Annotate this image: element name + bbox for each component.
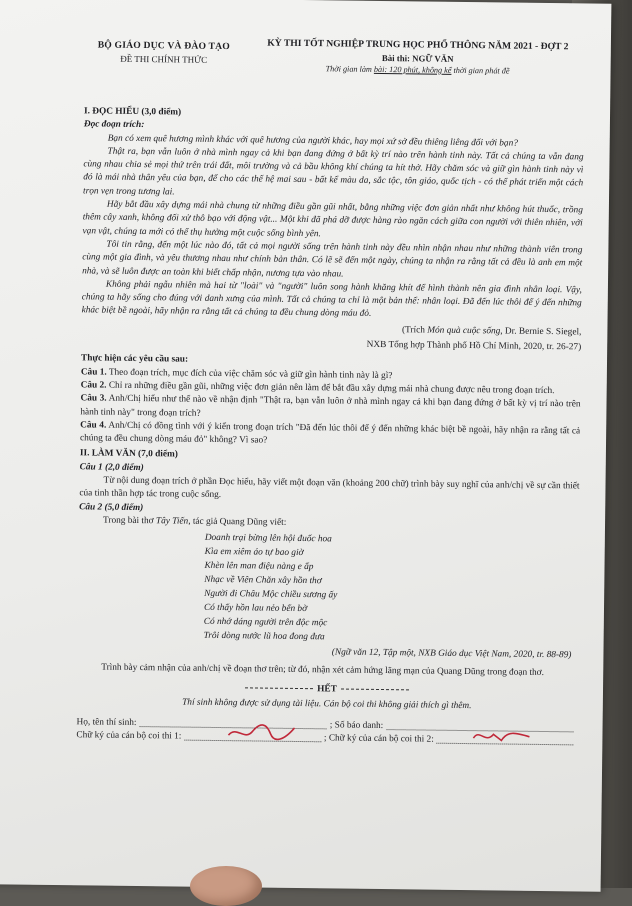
poem-line: Kìa em xiêm áo tự bao giờ [204,547,304,559]
header-right [253,37,583,76]
essay-q2-label: Câu 2 (5,0 điểm) [79,501,144,513]
essay-q2-intro: Trong bài thơ Tây Tiến, tác giả Quang Dũng viết: [102,515,287,528]
exam-header [84,39,585,109]
thumb-bottom [190,866,262,906]
read-label: Đọc đoạn trích: [83,119,145,131]
poem-line: Trôi dòng nước lũ hoa đong đưa [203,631,325,643]
subject-label: Bài thi: NGỮ VĂN [381,52,454,64]
exam-body [76,105,584,748]
poem-line: Có nhớ dáng người trên độc mộc [203,617,328,629]
question-1: Câu 1. Theo đoạn trích, mục đích của việc chăm sóc và giữ gìn hành tinh này là gì? [80,366,393,381]
exam-note: Thí sinh không được sử dụng tài liệu. Cán bộ coi thi không giải thích gì thêm. [182,697,472,712]
poem-excerpt [204,531,579,648]
passage-source: (Trích Món quà cuộc sống, Dr. Bernie S. Siegel, [401,324,582,338]
end-marker: HẾT [77,680,577,699]
poem-line: Có thấy hồn lau nẻo bến bờ [203,603,308,615]
official-label: ĐỀ THI CHÍNH THỨC [120,53,208,65]
time-label: Thời gian làm bài: 120 phút, không kể thời gian phát đề [325,64,510,76]
sig2-label: ; Chữ ký của cán bộ coi thi 2: [323,733,434,746]
question-2: Câu 2. Chỉ ra những điều gần gũi, những việc đơn giản nên làm để bắt đầu xây dựng mái nhà chung được nêu trong đoạn trích. [80,380,555,397]
part1-heading: I. ĐỌC HIỂU (3,0 điểm) [83,106,182,118]
tasks-label: Thực hiện các yêu cầu sau: [80,353,189,365]
signature-2-scribble [471,727,531,748]
poem-line: Doanh trại bừng lên hội đuốc hoa [204,533,332,545]
name-label: Họ, tên thí sinh: [76,717,137,729]
poem-line: Khèn lên man điệu nàng e ấp [204,561,314,573]
exam-title: KỲ THI TỐT NGHIỆP TRUNG HỌC PHỔ THÔNG NĂM 2021 - ĐỢT 2 [267,37,569,53]
sbd-label: ; Số báo danh: [329,720,384,732]
part2-heading: II. LÀM VĂN (7,0 điểm) [79,448,178,460]
poem-line: Nhạc về Viên Chăn xây hồn thơ [204,575,322,587]
exam-content [76,39,585,748]
passage-paragraph: Tôi tin rằng, đến một lúc nào đó, tất cả mọi người sống trên hành tinh này đều nhìn nhận nhau như những thành viên trong cùng một gia đình, và yêu thương nhau như chính bản thân. Có lẽ sẽ đến một ngày, chúng ta nhận ra rằng tất cả đều là anh em một nhà, và sẽ luôn được an toàn khi biết chấp nhận, nương tựa vào nhau. [82,239,583,280]
passage-paragraph: Không phải ngẫu nhiên mà hai từ "loài" và "người" luôn song hành khăng khít để hình thành nên gia đình nhân loại. Vậy, chúng ta hãy sống cho đúng với danh xưng của mình. Tất cả chúng ta chỉ là một bản thể: nhân loại. Đã đến lúc thôi để ý đến những khác biệt bề ngoài, hãy nhận ra rằng tất cả chúng ta đều chung dòng máu đỏ. [81,279,582,320]
candidate-form [76,717,576,749]
signature-row [76,730,576,749]
essay-q1-text: Từ nội dung đoạn trích ở phần Đọc hiểu, hãy viết một đoạn văn (khoảng 200 chữ) trình bày suy nghĩ của anh/chị về sự cần thiết của tinh thần hợp tác trong cuộc sống. [79,475,580,501]
passage-source-publisher: NXB Tổng hợp Thành phố Hồ Chí Minh, 2020, tr. 26-27) [366,339,582,353]
ministry-name: BỘ GIÁO DỤC VÀ ĐÀO TẠO [97,39,231,53]
passage-paragraph: Bạn có xem quê hương mình khác với quê hương của người khác, hay mọi xứ sở đều thiêng liêng đối với bạn? [107,133,518,149]
poem-line: Người đi Châu Mộc chiều sương ấy [204,589,338,601]
passage-paragraph: Thật ra, bạn vẫn luôn ở nhà mình ngay cả khi bạn đang đứng ở bất kỳ trí nào trên hành tinh này. Tất cả chúng ta vẫn đang cùng nhau chia sẻ mọi thứ trên trái đất, môi trường và cả bầu không khí chúng ta hít thở. Hãy chăm sóc và giữ gìn hành tinh này vì đó là mái nhà thân yêu của bạn, để cho các thế hệ mai sau - bất kể màu da, sắc tộc, tôn giáo, quốc tịch - có thể phát triển một cách trọn vẹn trong tương lai. [83,146,584,198]
essay-q1-label: Câu 1 (2,0 điểm) [79,462,144,473]
sig1-label: Chữ ký của cán bộ coi thi 1: [76,730,182,742]
header-left [89,39,239,65]
signature-1-scribble [226,722,296,745]
question-3: Câu 3. Anh/Chị hiểu như thế nào về nhận định "Thật ra, bạn vẫn luôn ở nhà mình ngay cả khi bạn đang đứng ở bất kỳ vị trí nào trên hành tinh này" trong đoạn trích? [80,393,581,419]
poem-source: (Ngữ văn 12, Tập một, NXB Giáo dục Việt Nam, 2020, tr. 88-89) [331,647,572,661]
passage-paragraph: Hãy bắt đầu xây dựng mái nhà chung từ những điều gần gũi nhất, bằng những việc đơn giản nhất như không hút thuốc, trồng thêm cây xanh, không đối xử thô bạo với động vật... Một khi đã phá dỡ được hàng rào ngăn cách giữa con người với thiên nhiên, với vạn vật, chúng ta mới có thể thụ hưởng một cuộc sống bình yên. [82,199,583,239]
question-4: Câu 4. Anh/Chị có đồng tình với ý kiến trong đoạn trích "Đã đến lúc thôi để ý đến những khác biệt bề ngoài, hãy nhận ra rằng tất cả chúng ta đều chung dòng máu đỏ" không? Vì sao? [79,420,581,446]
essay-q2-task: Trình bày cảm nhận của anh/chị về đoạn thơ trên; từ đó, nhận xét cảm hứng lãng mạn của Quang Dũng trong đoạn thơ. [101,662,545,678]
